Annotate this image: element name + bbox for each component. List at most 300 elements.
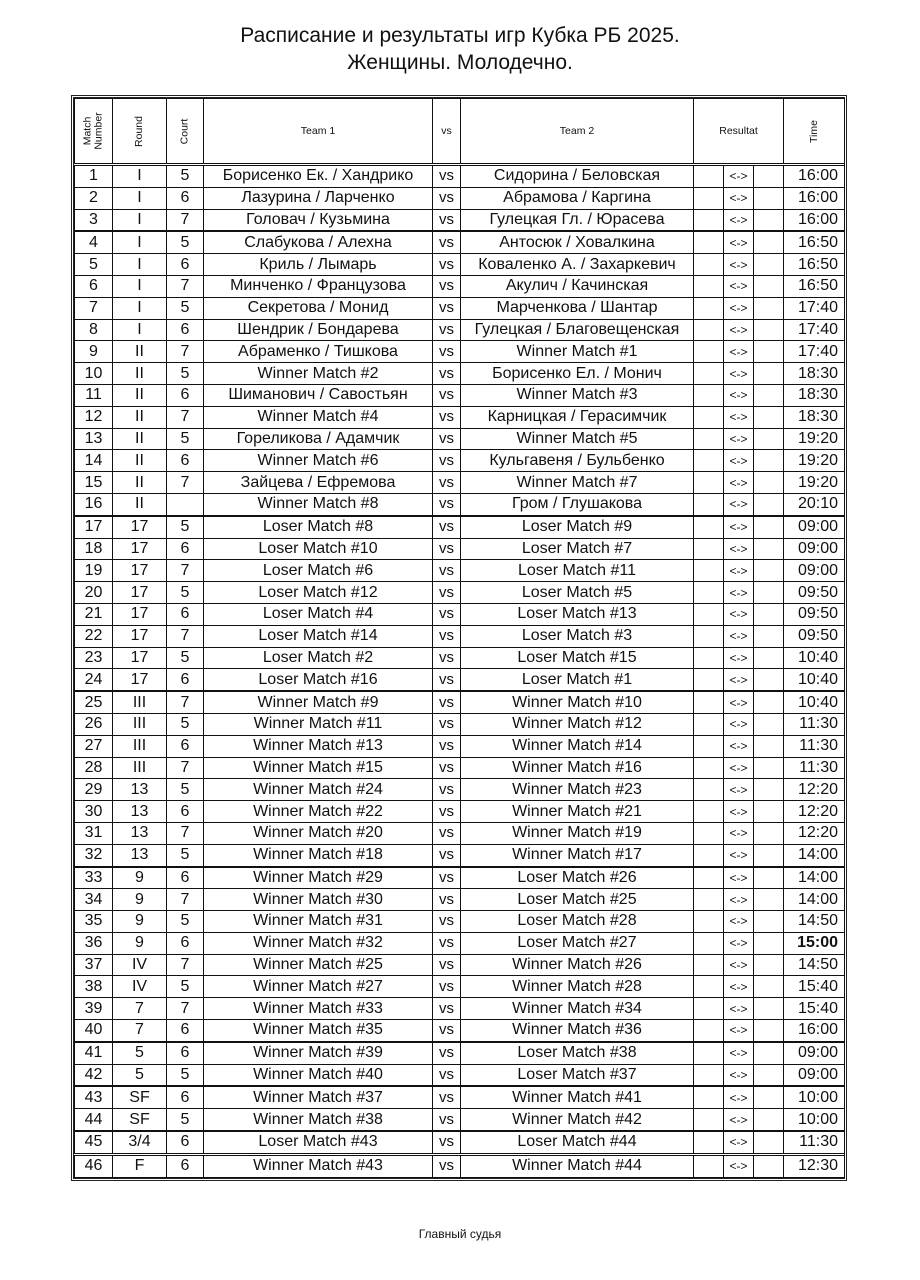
round-cell: II [113, 428, 167, 450]
court-cell: 6 [167, 187, 204, 209]
team1-cell: Winner Match #35 [204, 1020, 433, 1042]
result-score2-cell [754, 647, 784, 669]
table-row [75, 1042, 845, 1064]
team2-cell: Акулич / Качинская [461, 275, 694, 297]
table-row [75, 735, 845, 757]
team1-cell: Winner Match #8 [204, 493, 433, 515]
match-number-cell: 35 [75, 911, 113, 933]
team2-cell: Сидорина / Беловская [461, 165, 694, 188]
vs-cell: vs [433, 450, 461, 472]
result-cell: <-> [724, 932, 754, 954]
round-cell: 17 [113, 538, 167, 560]
time-cell: 16:50 [784, 254, 845, 276]
vs-cell: vs [433, 165, 461, 188]
court-cell: 6 [167, 254, 204, 276]
court-cell: 7 [167, 472, 204, 494]
match-number-cell: 25 [75, 691, 113, 713]
header-result: Resultat [694, 99, 784, 165]
team1-cell: Зайцева / Ефремова [204, 472, 433, 494]
result-score2-cell [754, 341, 784, 363]
result-score1-cell [694, 254, 724, 276]
vs-cell: vs [433, 384, 461, 406]
team2-cell: Winner Match #7 [461, 472, 694, 494]
result-cell: <-> [724, 209, 754, 231]
match-number-cell: 10 [75, 363, 113, 385]
result-cell: <-> [724, 254, 754, 276]
court-cell: 6 [167, 801, 204, 823]
result-score2-cell [754, 1086, 784, 1108]
court-cell: 7 [167, 954, 204, 976]
result-score2-cell [754, 822, 784, 844]
time-cell: 14:00 [784, 889, 845, 911]
result-score1-cell [694, 911, 724, 933]
result-score1-cell [694, 932, 724, 954]
result-cell: <-> [724, 472, 754, 494]
court-cell: 6 [167, 538, 204, 560]
result-score1-cell [694, 165, 724, 188]
round-cell: I [113, 275, 167, 297]
court-cell: 7 [167, 341, 204, 363]
result-cell: <-> [724, 341, 754, 363]
table-row [75, 603, 845, 625]
time-cell: 09:00 [784, 560, 845, 582]
result-cell: <-> [724, 735, 754, 757]
table-row [75, 493, 845, 515]
result-score1-cell [694, 516, 724, 538]
schedule-table-frame [71, 95, 847, 1181]
table-row [75, 998, 845, 1020]
team1-cell: Winner Match #39 [204, 1042, 433, 1064]
round-cell: 17 [113, 516, 167, 538]
round-cell: 5 [113, 1042, 167, 1064]
round-cell: SF [113, 1086, 167, 1108]
result-cell: <-> [724, 165, 754, 188]
team2-cell: Loser Match #27 [461, 932, 694, 954]
round-cell: 9 [113, 911, 167, 933]
court-cell: 7 [167, 560, 204, 582]
result-score1-cell [694, 954, 724, 976]
team2-cell: Winner Match #21 [461, 801, 694, 823]
team2-cell: Winner Match #12 [461, 713, 694, 735]
result-score2-cell [754, 779, 784, 801]
match-number-cell: 5 [75, 254, 113, 276]
result-score1-cell [694, 428, 724, 450]
vs-cell: vs [433, 1064, 461, 1086]
table-row [75, 341, 845, 363]
team2-cell: Карницкая / Герасимчик [461, 406, 694, 428]
result-score2-cell [754, 976, 784, 998]
vs-cell: vs [433, 1131, 461, 1154]
match-number-cell: 17 [75, 516, 113, 538]
result-score2-cell [754, 319, 784, 341]
team2-cell: Winner Match #1 [461, 341, 694, 363]
match-number-cell: 8 [75, 319, 113, 341]
result-cell: <-> [724, 998, 754, 1020]
result-cell: <-> [724, 1086, 754, 1108]
result-score1-cell [694, 669, 724, 691]
round-cell: 9 [113, 932, 167, 954]
time-cell: 14:00 [784, 844, 845, 866]
court-cell: 5 [167, 297, 204, 319]
team1-cell: Winner Match #15 [204, 757, 433, 779]
court-cell: 7 [167, 889, 204, 911]
result-cell: <-> [724, 1154, 754, 1177]
court-cell: 7 [167, 275, 204, 297]
court-cell: 6 [167, 867, 204, 889]
result-cell: <-> [724, 822, 754, 844]
table-row [75, 867, 845, 889]
round-cell: 17 [113, 669, 167, 691]
result-score2-cell [754, 932, 784, 954]
team2-cell: Winner Match #16 [461, 757, 694, 779]
team1-cell: Winner Match #32 [204, 932, 433, 954]
result-cell: <-> [724, 844, 754, 866]
result-cell: <-> [724, 1064, 754, 1086]
time-cell: 15:40 [784, 998, 845, 1020]
result-cell: <-> [724, 384, 754, 406]
court-cell: 5 [167, 582, 204, 604]
table-row [75, 976, 845, 998]
team2-cell: Winner Match #5 [461, 428, 694, 450]
result-score1-cell [694, 363, 724, 385]
time-cell: 09:50 [784, 582, 845, 604]
round-cell: II [113, 493, 167, 515]
result-cell: <-> [724, 713, 754, 735]
match-number-cell: 32 [75, 844, 113, 866]
header-match-number: Match Number [75, 99, 113, 165]
time-cell: 10:00 [784, 1109, 845, 1131]
table-row [75, 297, 845, 319]
vs-cell: vs [433, 560, 461, 582]
vs-cell: vs [433, 822, 461, 844]
title-line-1: Расписание и результаты игр Кубка РБ 2025. [240, 24, 680, 47]
team1-cell: Winner Match #40 [204, 1064, 433, 1086]
court-cell: 5 [167, 844, 204, 866]
result-cell: <-> [724, 1131, 754, 1154]
result-cell: <-> [724, 493, 754, 515]
time-cell: 09:00 [784, 1042, 845, 1064]
time-cell: 18:30 [784, 363, 845, 385]
time-cell: 12:20 [784, 801, 845, 823]
vs-cell: vs [433, 297, 461, 319]
vs-cell: vs [433, 1020, 461, 1042]
team1-cell: Winner Match #11 [204, 713, 433, 735]
team2-cell: Loser Match #28 [461, 911, 694, 933]
result-score1-cell [694, 187, 724, 209]
result-cell: <-> [724, 1042, 754, 1064]
team1-cell: Лазурина / Ларченко [204, 187, 433, 209]
result-score2-cell [754, 231, 784, 253]
team1-cell: Loser Match #16 [204, 669, 433, 691]
court-cell: 5 [167, 428, 204, 450]
result-cell: <-> [724, 889, 754, 911]
result-cell: <-> [724, 801, 754, 823]
round-cell: IV [113, 976, 167, 998]
team1-cell: Loser Match #10 [204, 538, 433, 560]
result-score1-cell [694, 560, 724, 582]
result-cell: <-> [724, 647, 754, 669]
time-cell: 12:20 [784, 779, 845, 801]
vs-cell: vs [433, 187, 461, 209]
result-score2-cell [754, 450, 784, 472]
result-score2-cell [754, 691, 784, 713]
time-cell: 15:40 [784, 976, 845, 998]
court-cell: 5 [167, 1109, 204, 1131]
team2-cell: Winner Match #34 [461, 998, 694, 1020]
result-cell: <-> [724, 867, 754, 889]
result-cell: <-> [724, 757, 754, 779]
court-cell: 6 [167, 1131, 204, 1154]
time-cell: 20:10 [784, 493, 845, 515]
time-cell: 15:00 [784, 932, 845, 954]
result-score2-cell [754, 582, 784, 604]
table-row [75, 691, 845, 713]
team1-cell: Winner Match #43 [204, 1154, 433, 1177]
result-cell: <-> [724, 428, 754, 450]
team2-cell: Loser Match #26 [461, 867, 694, 889]
court-cell: 6 [167, 1042, 204, 1064]
result-score2-cell [754, 1020, 784, 1042]
match-number-cell: 2 [75, 187, 113, 209]
time-cell: 17:40 [784, 297, 845, 319]
table-row [75, 450, 845, 472]
vs-cell: vs [433, 713, 461, 735]
vs-cell: vs [433, 209, 461, 231]
team2-cell: Loser Match #15 [461, 647, 694, 669]
vs-cell: vs [433, 779, 461, 801]
result-score1-cell [694, 231, 724, 253]
result-cell: <-> [724, 976, 754, 998]
vs-cell: vs [433, 319, 461, 341]
result-score2-cell [754, 384, 784, 406]
result-score1-cell [694, 625, 724, 647]
team1-cell: Криль / Лымарь [204, 254, 433, 276]
time-cell: 18:30 [784, 384, 845, 406]
time-cell: 16:50 [784, 231, 845, 253]
team2-cell: Loser Match #3 [461, 625, 694, 647]
match-number-cell: 7 [75, 297, 113, 319]
result-score2-cell [754, 165, 784, 188]
vs-cell: vs [433, 472, 461, 494]
team2-cell: Winner Match #28 [461, 976, 694, 998]
team1-cell: Loser Match #2 [204, 647, 433, 669]
court-cell: 7 [167, 406, 204, 428]
time-cell: 10:40 [784, 669, 845, 691]
result-cell: <-> [724, 275, 754, 297]
vs-cell: vs [433, 669, 461, 691]
result-cell: <-> [724, 319, 754, 341]
header-time: Time [784, 99, 845, 165]
result-score1-cell [694, 735, 724, 757]
vs-cell: vs [433, 341, 461, 363]
team1-cell: Loser Match #43 [204, 1131, 433, 1154]
round-cell: I [113, 254, 167, 276]
vs-cell: vs [433, 1042, 461, 1064]
round-cell: 13 [113, 844, 167, 866]
result-cell: <-> [724, 1020, 754, 1042]
round-cell: 17 [113, 647, 167, 669]
result-score2-cell [754, 209, 784, 231]
result-cell: <-> [724, 582, 754, 604]
result-cell: <-> [724, 363, 754, 385]
vs-cell: vs [433, 844, 461, 866]
vs-cell: vs [433, 625, 461, 647]
vs-cell: vs [433, 889, 461, 911]
time-cell: 12:20 [784, 822, 845, 844]
table-row [75, 472, 845, 494]
vs-cell: vs [433, 603, 461, 625]
team2-cell: Абрамова / Каргина [461, 187, 694, 209]
result-score1-cell [694, 275, 724, 297]
team1-cell: Winner Match #33 [204, 998, 433, 1020]
vs-cell: vs [433, 801, 461, 823]
team2-cell: Loser Match #38 [461, 1042, 694, 1064]
result-cell: <-> [724, 516, 754, 538]
result-cell: <-> [724, 406, 754, 428]
match-number-cell: 1 [75, 165, 113, 188]
team2-cell: Winner Match #23 [461, 779, 694, 801]
vs-cell: vs [433, 406, 461, 428]
team1-cell: Winner Match #6 [204, 450, 433, 472]
time-cell: 17:40 [784, 341, 845, 363]
team1-cell: Winner Match #27 [204, 976, 433, 998]
match-number-cell: 40 [75, 1020, 113, 1042]
result-score2-cell [754, 1131, 784, 1154]
time-cell: 09:00 [784, 1064, 845, 1086]
court-cell: 5 [167, 165, 204, 188]
table-row [75, 1064, 845, 1086]
header-court: Court [167, 99, 204, 165]
court-cell: 5 [167, 911, 204, 933]
table-row [75, 384, 845, 406]
result-cell: <-> [724, 954, 754, 976]
team1-cell: Шиманович / Савостьян [204, 384, 433, 406]
match-number-cell: 23 [75, 647, 113, 669]
vs-cell: vs [433, 932, 461, 954]
court-cell: 5 [167, 1064, 204, 1086]
time-cell: 16:00 [784, 165, 845, 188]
court-cell: 6 [167, 1154, 204, 1177]
round-cell: II [113, 450, 167, 472]
match-number-cell: 43 [75, 1086, 113, 1108]
time-cell: 09:50 [784, 603, 845, 625]
match-number-cell: 30 [75, 801, 113, 823]
team2-cell: Winner Match #26 [461, 954, 694, 976]
court-cell: 7 [167, 691, 204, 713]
result-score2-cell [754, 1154, 784, 1177]
table-row [75, 428, 845, 450]
team1-cell: Loser Match #6 [204, 560, 433, 582]
table-row [75, 889, 845, 911]
result-cell: <-> [724, 669, 754, 691]
result-score1-cell [694, 582, 724, 604]
team2-cell: Winner Match #14 [461, 735, 694, 757]
team1-cell: Борисенко Ек. / Хандрико [204, 165, 433, 188]
header-vs: vs [433, 99, 461, 165]
result-score1-cell [694, 998, 724, 1020]
team1-cell: Winner Match #29 [204, 867, 433, 889]
vs-cell: vs [433, 516, 461, 538]
team1-cell: Winner Match #22 [204, 801, 433, 823]
result-score1-cell [694, 779, 724, 801]
result-score1-cell [694, 493, 724, 515]
team2-cell: Антосюк / Ховалкина [461, 231, 694, 253]
team2-cell: Loser Match #9 [461, 516, 694, 538]
time-cell: 11:30 [784, 735, 845, 757]
time-cell: 19:20 [784, 472, 845, 494]
court-cell: 7 [167, 209, 204, 231]
table-row [75, 538, 845, 560]
team2-cell: Гулецкая Гл. / Юрасева [461, 209, 694, 231]
team1-cell: Winner Match #2 [204, 363, 433, 385]
court-cell: 5 [167, 647, 204, 669]
court-cell: 6 [167, 450, 204, 472]
round-cell: 5 [113, 1064, 167, 1086]
team1-cell: Loser Match #8 [204, 516, 433, 538]
result-score1-cell [694, 822, 724, 844]
result-score1-cell [694, 472, 724, 494]
team1-cell: Loser Match #12 [204, 582, 433, 604]
match-number-cell: 3 [75, 209, 113, 231]
round-cell: III [113, 735, 167, 757]
time-cell: 09:00 [784, 516, 845, 538]
round-cell: I [113, 297, 167, 319]
result-score2-cell [754, 187, 784, 209]
round-cell: II [113, 341, 167, 363]
result-score1-cell [694, 538, 724, 560]
time-cell: 18:30 [784, 406, 845, 428]
round-cell: 17 [113, 560, 167, 582]
round-cell: III [113, 713, 167, 735]
round-cell: II [113, 384, 167, 406]
vs-cell: vs [433, 1154, 461, 1177]
result-score1-cell [694, 1064, 724, 1086]
result-score2-cell [754, 735, 784, 757]
court-cell: 5 [167, 231, 204, 253]
table-row [75, 669, 845, 691]
table-row [75, 954, 845, 976]
vs-cell: vs [433, 976, 461, 998]
result-score2-cell [754, 911, 784, 933]
court-cell: 6 [167, 319, 204, 341]
time-cell: 14:50 [784, 911, 845, 933]
vs-cell: vs [433, 757, 461, 779]
vs-cell: vs [433, 867, 461, 889]
round-cell: SF [113, 1109, 167, 1131]
round-cell: II [113, 472, 167, 494]
result-score1-cell [694, 1086, 724, 1108]
time-cell: 09:50 [784, 625, 845, 647]
result-cell: <-> [724, 1109, 754, 1131]
result-score1-cell [694, 209, 724, 231]
team2-cell: Гулецкая / Благовещенская [461, 319, 694, 341]
result-cell: <-> [724, 538, 754, 560]
team1-cell: Головач / Кузьмина [204, 209, 433, 231]
match-number-cell: 42 [75, 1064, 113, 1086]
round-cell: 17 [113, 582, 167, 604]
result-score1-cell [694, 713, 724, 735]
team2-cell: Loser Match #11 [461, 560, 694, 582]
match-number-cell: 13 [75, 428, 113, 450]
table-row [75, 647, 845, 669]
result-cell: <-> [724, 297, 754, 319]
court-cell: 6 [167, 1020, 204, 1042]
result-score1-cell [694, 844, 724, 866]
time-cell: 19:20 [784, 450, 845, 472]
table-row [75, 801, 845, 823]
table-row [75, 932, 845, 954]
round-cell: 3/4 [113, 1131, 167, 1154]
